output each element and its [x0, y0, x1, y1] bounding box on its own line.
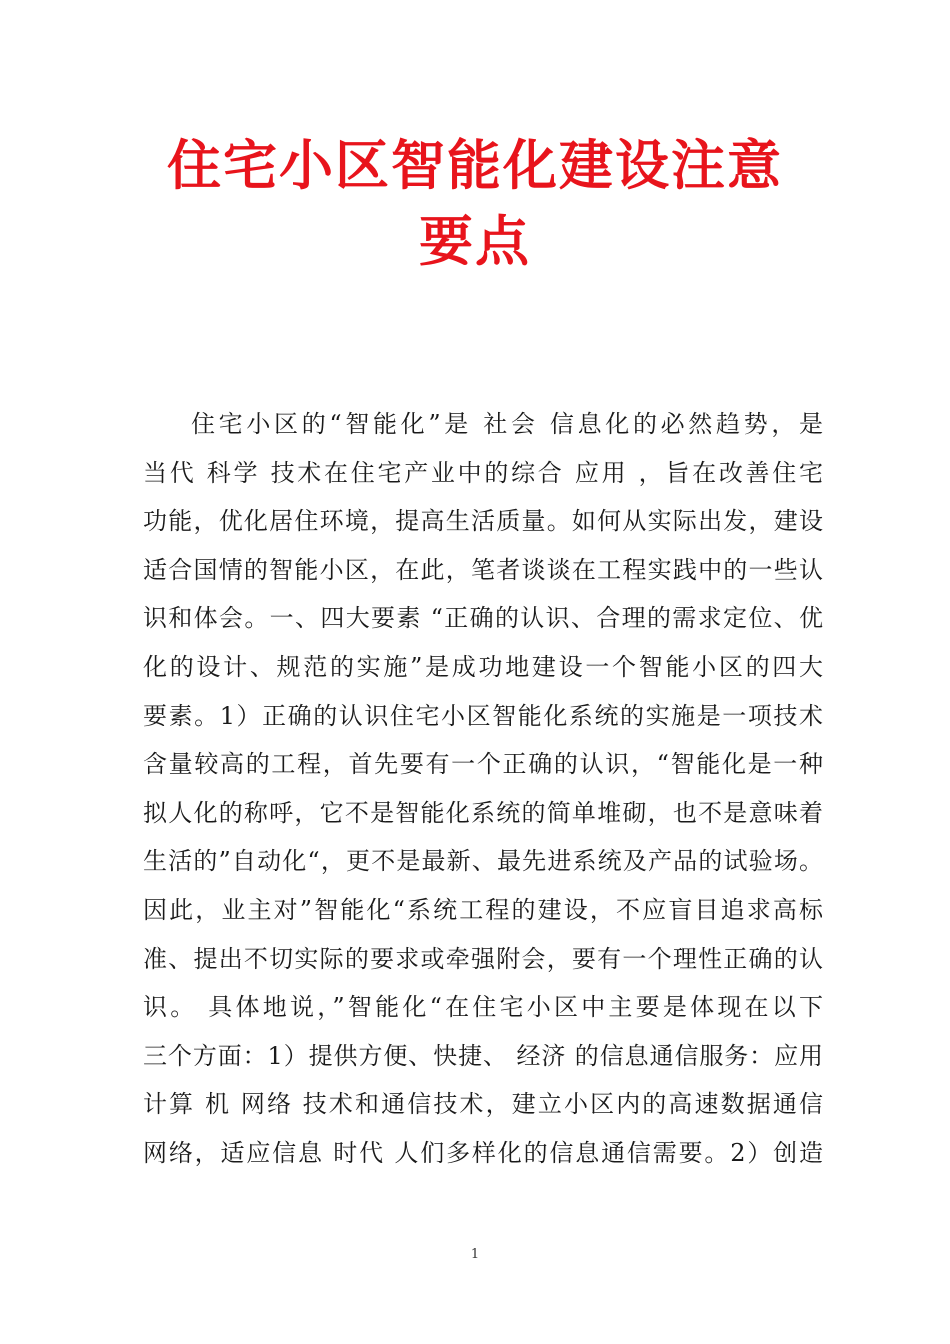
body-line: 准、提出不切实际的要求或牵强附会，要有一个理性正确的认: [143, 944, 823, 973]
body-line: 识。 具体地说，”智能化“在住宅小区中主要是体现在以下: [143, 993, 823, 1022]
body-line: 住宅小区的“智能化”是 社会 信息化的必然趋势，是: [191, 410, 823, 438]
body-line: 拟人化的称呼，它不是智能化系统的简单堆砌，也不是意味着: [143, 798, 823, 827]
body-text: [143, 400, 823, 1178]
page-number: 1: [470, 1247, 480, 1262]
body-line: 计算 机 网络 技术和通信技术，建立小区内的高速数据通信: [143, 1090, 823, 1119]
body-line: 当代 科学 技术在住宅产业中的综合 应用 ，旨在改善住宅: [143, 458, 823, 487]
body-line: 网络，适应信息 时代 人们多样化的信息通信需要。2）创造: [143, 1138, 823, 1167]
body-line: 化的设计、规范的实施”是成功地建设一个智能小区的四大: [143, 652, 823, 681]
body-line: 适合国情的智能小区，在此，笔者谈谈在工程实践中的一些认: [143, 555, 823, 584]
body-line: 三个方面：1）提供方便、快捷、 经济 的信息通信服务：应用: [143, 1041, 823, 1070]
body-line: 含量较高的工程，首先要有一个正确的认识，“智能化是一种: [143, 750, 823, 779]
title-line-1: 住宅小区智能化建设注意: [167, 134, 783, 197]
body-line: 识和体会。一、四大要素 “正确的认识、合理的需求定位、优: [143, 604, 823, 633]
body-line: 要素。1）正确的认识住宅小区智能化系统的实施是一项技术: [143, 701, 823, 730]
body-line: 功能，优化居住环境，提高生活质量。如何从实际出发，建设: [143, 507, 823, 536]
body-line: 生活的”自动化“，更不是最新、最先进系统及产品的试验场。: [143, 847, 823, 876]
document-title: [130, 128, 820, 280]
body-line: 因此，业主对”智能化“系统工程的建设，不应盲目追求高标: [143, 895, 823, 924]
title-line-2: 要点: [419, 210, 531, 273]
